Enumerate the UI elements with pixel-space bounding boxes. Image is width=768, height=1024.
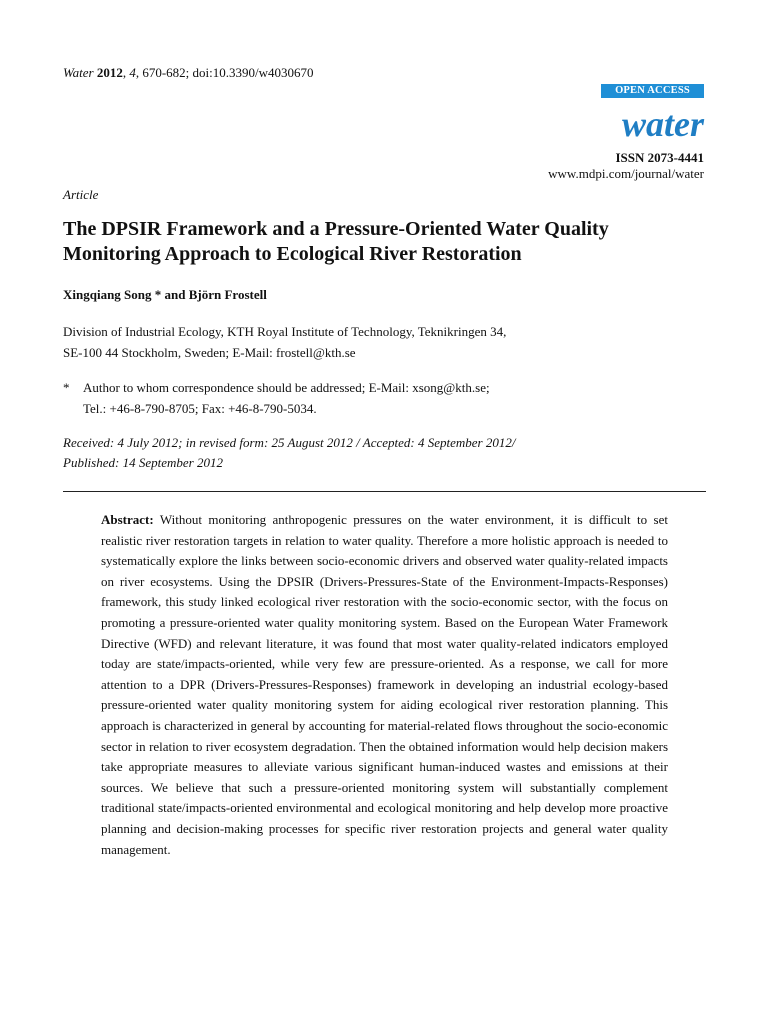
section-divider	[63, 491, 706, 492]
affiliation	[63, 321, 506, 363]
journal-url[interactable]: www.mdpi.com/journal/water	[548, 166, 704, 181]
journal-name: Water	[63, 65, 94, 80]
title-line: Monitoring Approach to Ecological River Restoration	[63, 243, 522, 265]
paper-title	[63, 217, 713, 267]
correspondence-note	[63, 377, 490, 419]
authors: Xingqiang Song * and Björn Frostell	[63, 287, 267, 302]
correspondence-line: Author to whom correspondence should be addressed; E-Mail: xsong@kth.se;	[83, 380, 490, 395]
abstract-text: Without monitoring anthropogenic pressures on the water environment, it is difficult to set realistic river restoration targets in relation to water quality. Therefore a more holistic approach is needed to systematically explore the links between socio-economic drivers and observed water quality-related impacts on river ecosystems. Using the DPSIR (Drivers-Pressures-State of the Environment-Impacts-Responses) framework, this study linked ecological river restoration with the socio-economic sector, with the focus on promoting a pressure-oriented water quality monitoring system. Based on the European Water Framework Directive (WFD) and relevant literature, it was found that most water quality-related indicators employed today are state/impacts-oriented, while very few are pressure-oriented. As a response, we call for more attention to a DPR (Drivers-Pressures-Responses) framework in developing an industrial ecology-based pressure-oriented water quality monitoring system for aiding ecological river restoration planning. This approach is characterized in general by accounting for material-related flows throughout the socio-economic sector in relation to river ecosystem degradation. Then the obtained information would help decision makers take appropriate measures to alleviate various significant human-induced wastes and emissions at their sources. We believe that such a pressure-oriented monitoring system will substantially complement traditional state/impacts-oriented environmental and ecological monitoring and help develop more proactive planning and decision-making processes for specific river restoration projects and general water quality management.	[101, 512, 669, 857]
journal-logo: water	[621, 104, 704, 144]
journal-year: 2012	[96, 65, 123, 80]
correspondence-phone: Tel.: +46-8-790-8705; Fax: +46-8-790-5034.	[83, 401, 317, 416]
issn: ISSN 2073-4441	[615, 150, 704, 165]
affiliation-line: SE-100 44 Stockholm, Sweden; E-Mail: frostell@kth.se	[63, 345, 356, 360]
journal-volume: 4	[129, 65, 136, 80]
pages-doi: , 670-682; doi:10.3390/w4030670	[135, 65, 314, 80]
title-line: The DPSIR Framework and a Pressure-Oriented Water Quality	[63, 218, 609, 240]
abstract-label: Abstract:	[101, 512, 154, 527]
citation-line: Water 2012, 4, 670-682; doi:10.3390/w4030670	[63, 65, 314, 80]
publication-dates	[63, 433, 515, 473]
abstract	[101, 510, 668, 860]
affiliation-line: Division of Industrial Ecology, KTH Royal Institute of Technology, Teknikringen 34,	[63, 324, 507, 339]
correspondence-marker: *	[63, 380, 70, 395]
article-type: Article	[63, 187, 99, 202]
open-access-badge: OPEN ACCESS	[601, 84, 704, 98]
dates-line: Received: 4 July 2012; in revised form: 25 August 2012 / Accepted: 4 September 2012/	[63, 435, 516, 450]
dates-line: Published: 14 September 2012	[63, 455, 223, 470]
